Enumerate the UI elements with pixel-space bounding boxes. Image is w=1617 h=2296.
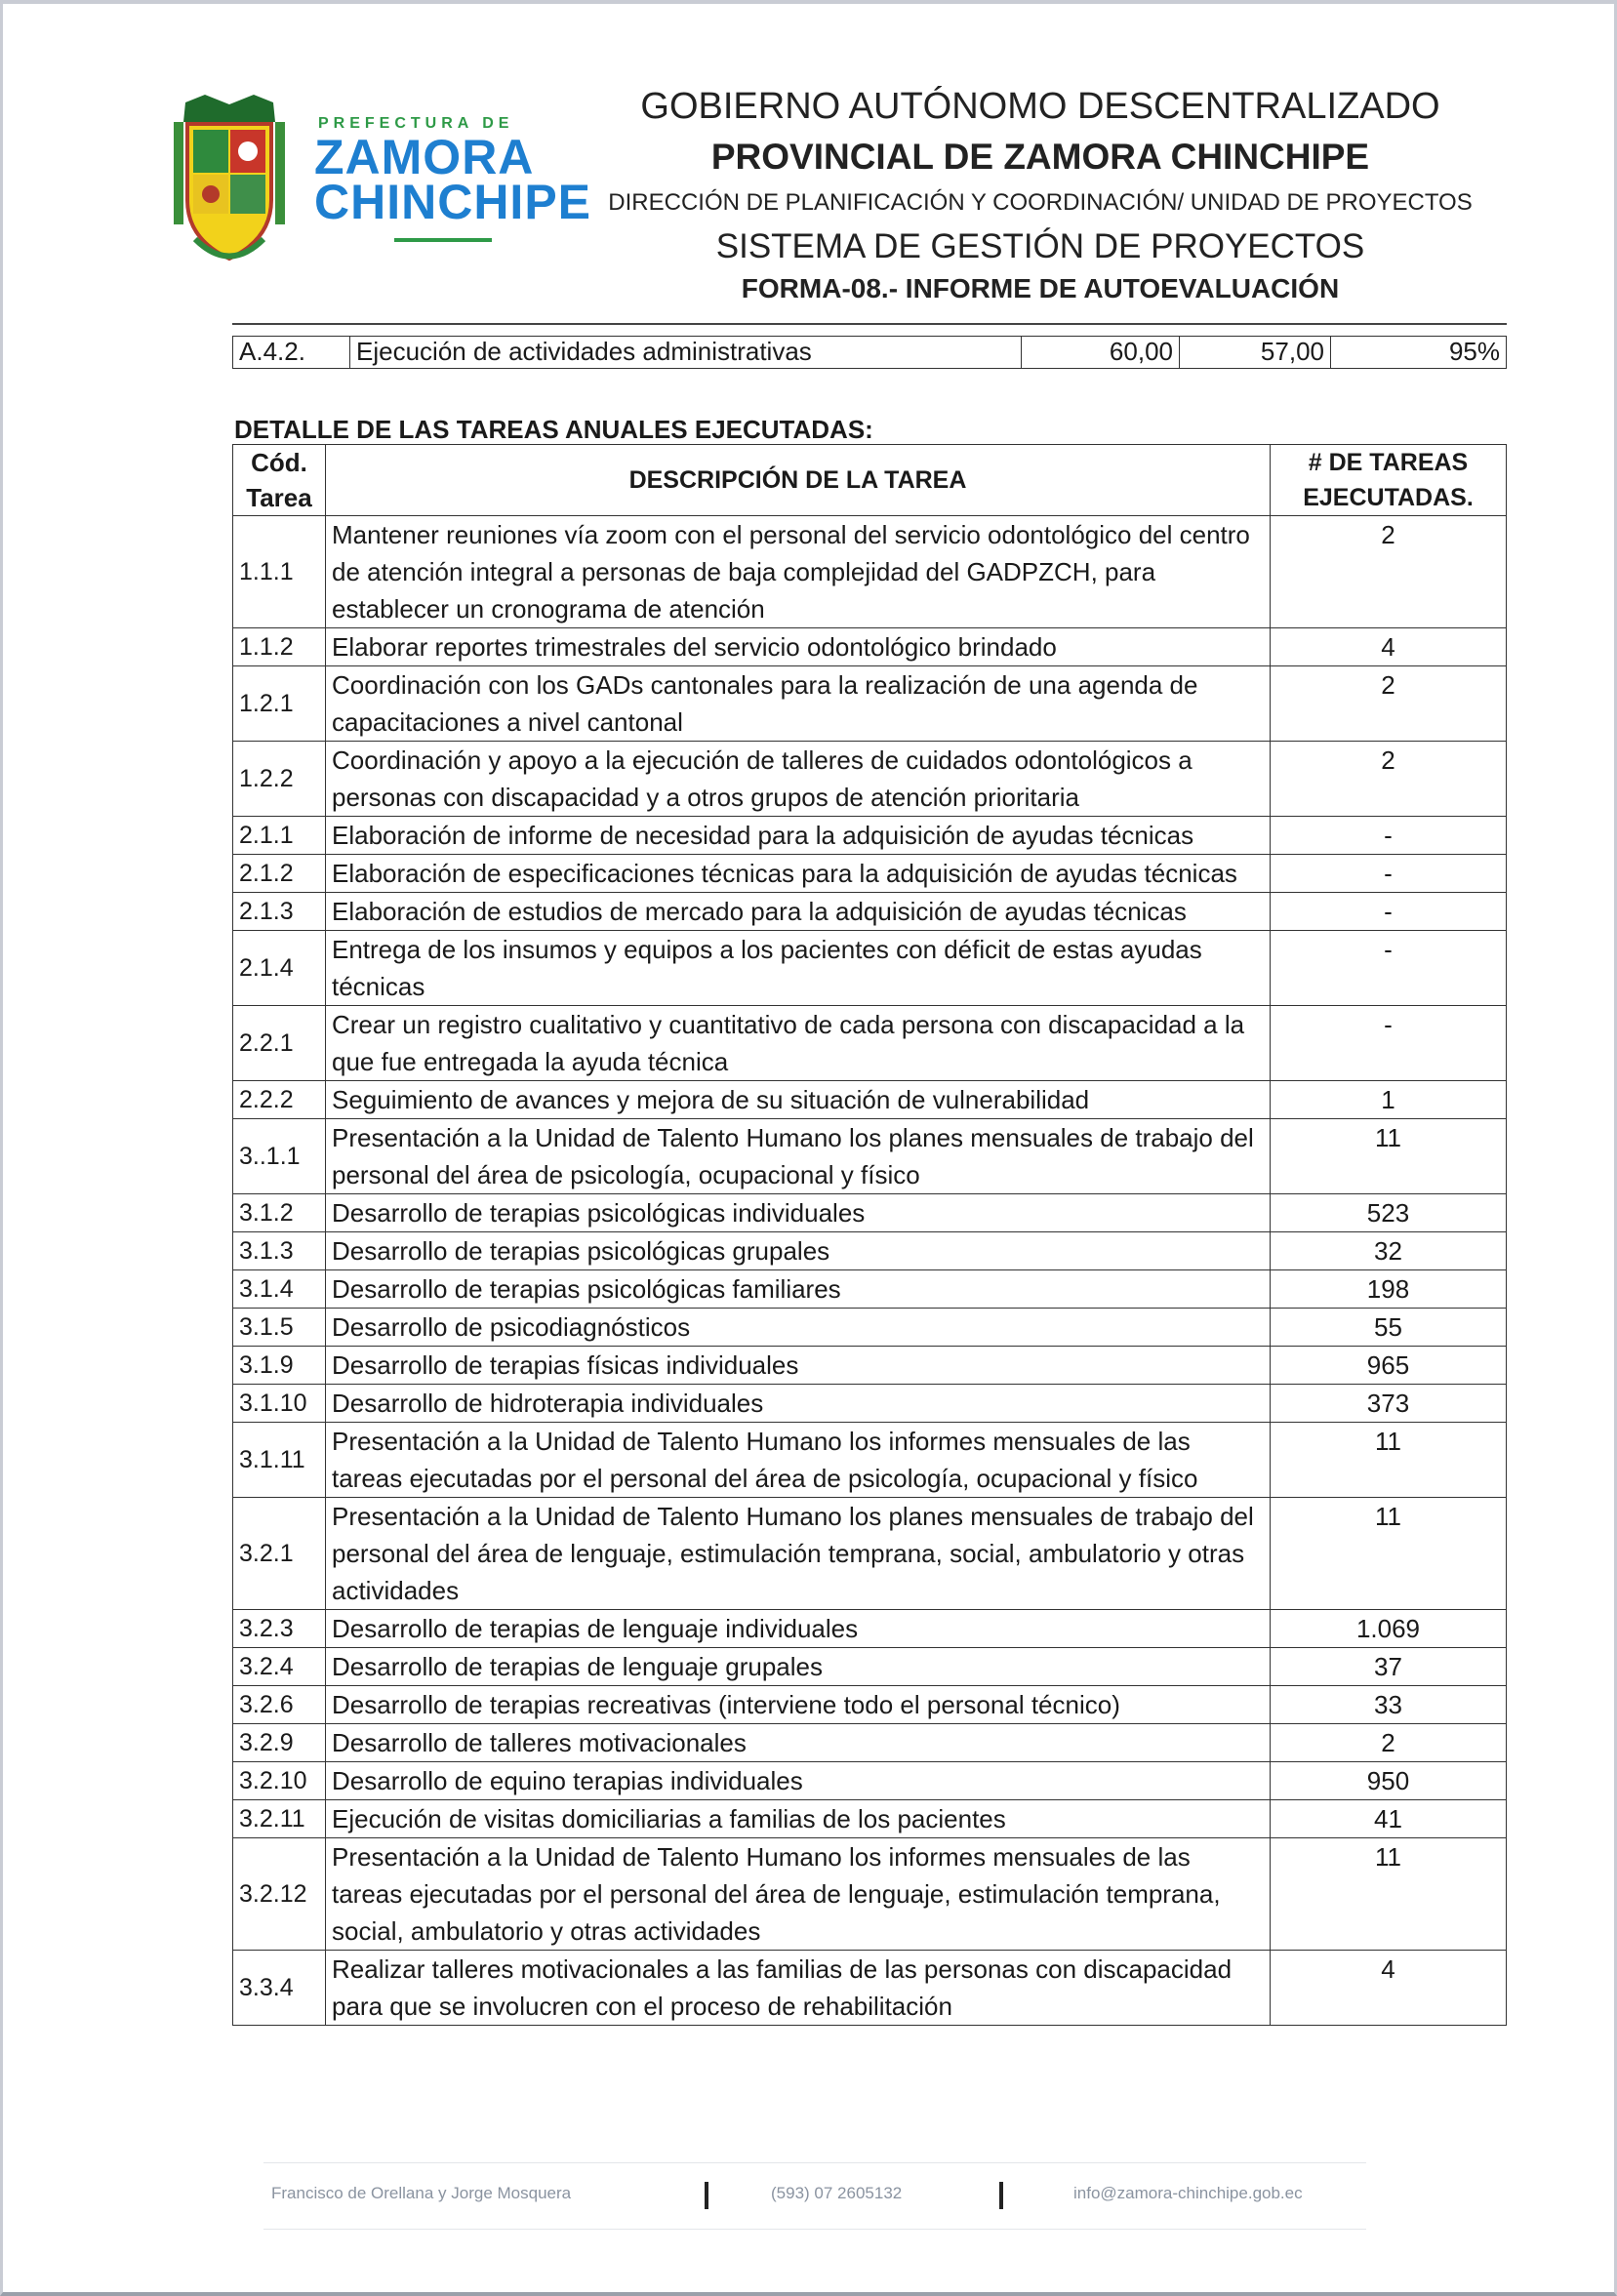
header-code [233,445,326,516]
task-count: 198 [1271,1270,1507,1309]
task-count: 11 [1271,1119,1507,1194]
task-count: 11 [1271,1423,1507,1498]
task-description: Desarrollo de terapias psicológicas individuales [326,1194,1271,1232]
task-description: Desarrollo de hidroterapia individuales [326,1385,1271,1423]
task-code: 2.1.3 [233,893,326,931]
task-description: Desarrollo de terapias de lenguaje individuales [326,1610,1271,1648]
table-row [233,1081,1507,1119]
table-row [233,893,1507,931]
task-code: 2.2.2 [233,1081,326,1119]
prefecture-shield-logo [166,93,293,278]
task-count: 2 [1271,666,1507,742]
summary-percent: 95% [1448,337,1500,366]
task-code: 3.3.4 [233,1951,326,2026]
table-row [233,1610,1507,1648]
task-count: 37 [1271,1648,1507,1686]
task-description: Seguimiento de avances y mejora de su situación de vulnerabilidad [326,1081,1271,1119]
task-description: Mantener reuniones vía zoom con el personal del servicio odontológico del centro de atención integral a personas de baja complejidad del GADPZCH, para establecer un cronograma de atención [326,516,1271,628]
brand-line-2: CHINCHIPE [314,175,592,229]
task-description: Desarrollo de terapias de lenguaje grupales [326,1648,1271,1686]
task-description: Desarrollo de terapias recreativas (interviene todo el personal técnico) [326,1686,1271,1724]
task-count: 32 [1271,1232,1507,1270]
task-count: - [1271,1006,1507,1081]
brand-prefix: PREFECTURA DE [318,115,514,132]
footer-address: Francisco de Orellana y Jorge Mosquera [271,2184,572,2202]
task-code: 1.1.2 [233,628,326,666]
task-code: 1.1.1 [233,516,326,628]
task-description: Desarrollo de equino terapias individuales [326,1762,1271,1800]
task-description: Elaboración de informe de necesidad para la adquisición de ayudas técnicas [326,817,1271,855]
table-row [233,1309,1507,1347]
header-description: DESCRIPCIÓN DE LA TAREA [326,445,1271,516]
task-count: 33 [1271,1686,1507,1724]
task-description: Realizar talleres motivacionales a las familias de las personas con discapacidad para que se involucren con el proceso de rehabilitación [326,1951,1271,2026]
header-code-line-1: Cód. [251,448,307,477]
brand-underline [394,238,492,242]
task-code: 3.2.1 [233,1498,326,1610]
task-code: 2.1.2 [233,855,326,893]
table-row [233,1385,1507,1423]
task-description: Desarrollo de terapias psicológicas familiares [326,1270,1271,1309]
task-code: 3.1.9 [233,1347,326,1385]
table-row [233,1800,1507,1838]
task-description: Desarrollo de terapias físicas individuales [326,1347,1271,1385]
task-count: 2 [1271,516,1507,628]
task-code: 3.1.11 [233,1423,326,1498]
task-description: Elaboración de especificaciones técnicas para la adquisición de ayudas técnicas [326,855,1271,893]
task-count: 1.069 [1271,1610,1507,1648]
header-count-line-1: # DE TAREAS [1308,449,1469,476]
table-row [233,1194,1507,1232]
task-code: 3.1.2 [233,1194,326,1232]
summary-code: A.4.2. [233,337,350,368]
footer-separator [705,2182,708,2209]
task-count: 55 [1271,1309,1507,1347]
header-government-title: GOBIERNO AUTÓNOMO DESCENTRALIZADO [640,86,1440,127]
table-row [233,742,1507,817]
task-count: 4 [1271,628,1507,666]
task-description: Presentación a la Unidad de Talento Humano los informes mensuales de las tareas ejecutadas por el personal del área de psicología, ocupacional y físico [326,1423,1271,1498]
footer-email: info@zamora-chinchipe.gob.ec [1073,2184,1303,2202]
task-description: Entrega de los insumos y equipos a los pacientes con déficit de estas ayudas técnicas [326,931,1271,1006]
task-count: - [1271,855,1507,893]
header-province-title: PROVINCIAL DE ZAMORA CHINCHIPE [710,137,1370,177]
task-count: - [1271,931,1507,1006]
table-header-row [233,445,1507,516]
task-count: 41 [1271,1800,1507,1838]
brand-line-1: ZAMORA [314,130,535,184]
task-count: 2 [1271,742,1507,817]
summary-executed: 57,00 [1180,337,1331,368]
task-code: 1.2.2 [233,742,326,817]
table-row [233,1838,1507,1951]
header-code-line-2: Tarea [246,483,312,512]
task-code: 3.2.3 [233,1610,326,1648]
task-description: Elaborar reportes trimestrales del servicio odontológico brindado [326,628,1271,666]
task-description: Desarrollo de psicodiagnósticos [326,1309,1271,1347]
tasks-table [232,444,1507,2026]
task-code: 1.2.1 [233,666,326,742]
task-count: 2 [1271,1724,1507,1762]
task-code: 2.1.4 [233,931,326,1006]
task-code: 3.1.4 [233,1270,326,1309]
table-row [233,855,1507,893]
header-count [1271,445,1507,516]
table-row [233,817,1507,855]
header-system-name: SISTEMA DE GESTIÓN DE PROYECTOS [715,227,1365,265]
table-row [233,1423,1507,1498]
task-description: Coordinación con los GADs cantonales para la realización de una agenda de capacitaciones a nivel cantonal [326,666,1271,742]
table-row [233,1498,1507,1610]
table-row [233,1951,1507,2026]
header-direction: DIRECCIÓN DE PLANIFICACIÓN Y COORDINACIÓN/ UNIDAD DE PROYECTOS [608,189,1473,216]
task-count: - [1271,817,1507,855]
table-row [233,628,1507,666]
header-form-title: FORMA-08.- INFORME DE AUTOEVALUACIÓN [741,273,1340,303]
table-row [233,1270,1507,1309]
task-description: Presentación a la Unidad de Talento Humano los planes mensuales de trabajo del personal del área de psicología, ocupacional y físico [326,1119,1271,1194]
task-code: 3.2.6 [233,1686,326,1724]
footer-rule-top [263,2162,1366,2163]
task-description: Presentación a la Unidad de Talento Humano los planes mensuales de trabajo del personal del área de lenguaje, estimulación temprana, social, ambulatorio y otras actividades [326,1498,1271,1610]
task-code: 3.2.4 [233,1648,326,1686]
brand-wordmark [314,115,592,242]
task-description: Coordinación y apoyo a la ejecución de talleres de cuidados odontológicos a personas con discapacidad y a otros grupos de atención prioritaria [326,742,1271,817]
table-row [233,1119,1507,1194]
task-count: 950 [1271,1762,1507,1800]
task-count: 11 [1271,1838,1507,1951]
task-code: 3.1.10 [233,1385,326,1423]
task-count: 373 [1271,1385,1507,1423]
table-row [233,1006,1507,1081]
table-row [233,1762,1507,1800]
task-code: 3.1.3 [233,1232,326,1270]
table-row [233,516,1507,628]
task-description: Presentación a la Unidad de Talento Humano los informes mensuales de las tareas ejecutadas por el personal del área de lenguaje, estimulación temprana, social, ambulatorio y otras actividades [326,1838,1271,1951]
task-code: 3.1.5 [233,1309,326,1347]
summary-planned: 60,00 [1022,337,1180,368]
table-row [233,1232,1507,1270]
task-code: 3.2.10 [233,1762,326,1800]
task-code: 3.2.9 [233,1724,326,1762]
header-count-line-2: EJECUTADAS. [1303,484,1474,511]
task-code: 3..1.1 [233,1119,326,1194]
footer-rule-bottom [263,2229,1366,2230]
table-row [233,931,1507,1006]
summary-row [232,336,1507,369]
task-code: 2.2.1 [233,1006,326,1081]
task-code: 3.2.11 [233,1800,326,1838]
footer-separator [999,2182,1003,2209]
summary-description: Ejecución de actividades administrativas [350,337,1022,368]
task-count: - [1271,893,1507,931]
task-count: 965 [1271,1347,1507,1385]
footer-phone: (593) 07 2605132 [771,2184,903,2202]
table-row [233,1724,1507,1762]
table-row [233,1686,1507,1724]
tasks-table-body [233,516,1507,2026]
task-count: 523 [1271,1194,1507,1232]
task-description: Crear un registro cualitativo y cuantitativo de cada persona con discapacidad a la que fue entregada la ayuda técnica [326,1006,1271,1081]
task-description: Desarrollo de terapias psicológicas grupales [326,1232,1271,1270]
task-description: Ejecución de visitas domiciliarias a familias de los pacientes [326,1800,1271,1838]
task-count: 1 [1271,1081,1507,1119]
table-row [233,666,1507,742]
task-count: 4 [1271,1951,1507,2026]
task-code: 2.1.1 [233,817,326,855]
task-count: 11 [1271,1498,1507,1610]
task-code: 3.2.12 [233,1838,326,1951]
task-description: Desarrollo de talleres motivacionales [326,1724,1271,1762]
table-row [233,1347,1507,1385]
header-divider [232,323,1507,325]
table-row [233,1648,1507,1686]
section-title: DETALLE DE LAS TAREAS ANUALES EJECUTADAS: [234,415,873,444]
task-description: Elaboración de estudios de mercado para la adquisición de ayudas técnicas [326,893,1271,931]
